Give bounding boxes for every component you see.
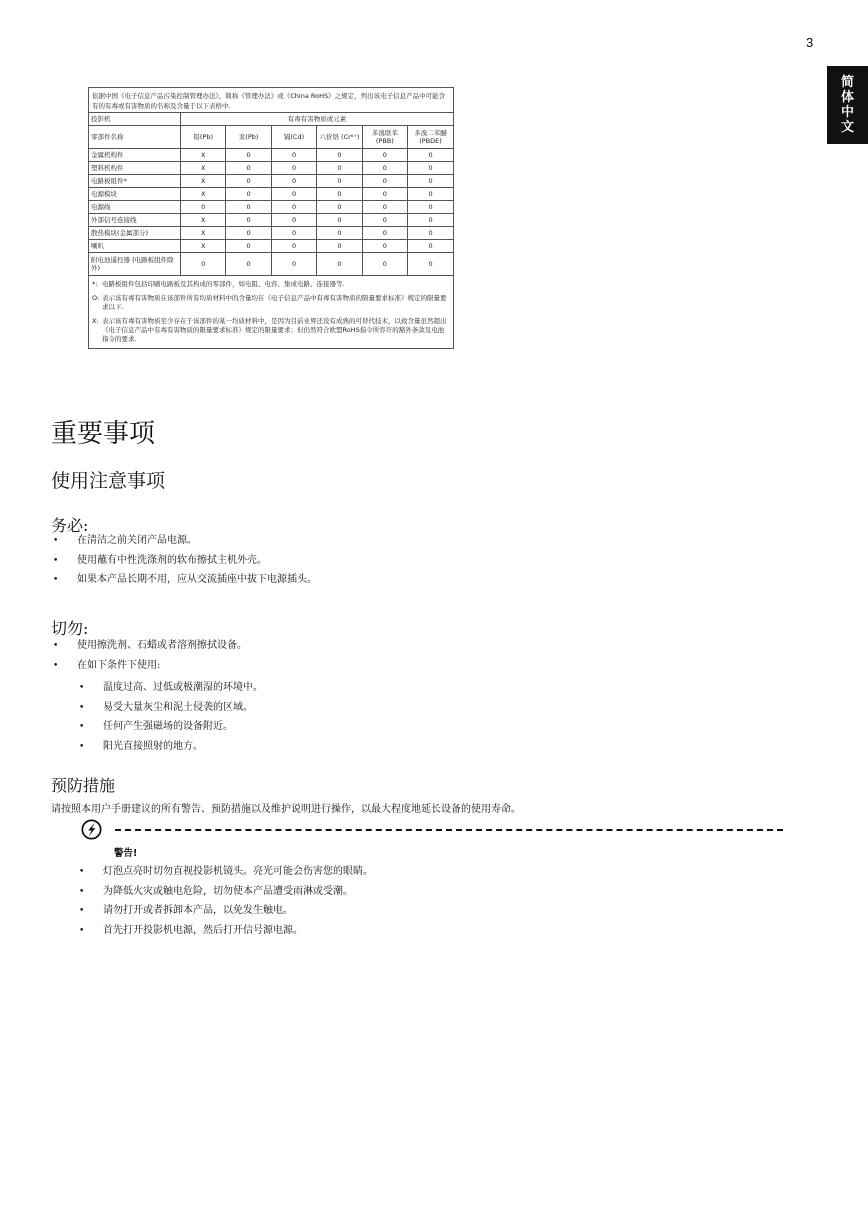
list-item-text: 阳光直接照射的地方。 xyxy=(103,740,203,752)
list-item-text: 如果本产品长期不用，应从交流插座中拔下电源插头。 xyxy=(77,574,317,585)
list-item: • 在如下条件下使用: xyxy=(53,659,161,671)
precautions-paragraph: 请按照本用户手册建议的所有警告、预防措施以及维护说明进行操作，以最大程度地延长设备的使用寿命。 xyxy=(51,804,521,815)
rohs-note-text: 表示该有毒有害物质至少存在于该部件的某一均质材料中，是因为目前业界还没有成熟的可替代技术，以致含量虽然超出《电子信息产品中有毒有害物质的限量要求标准》规定的限量要求；但仍然符合欧盟RoHS指令所容许的豁外条款及电池指令的要求. xyxy=(102,317,447,343)
rohs-part-name: 散热模块(金属部分) xyxy=(89,227,181,240)
must-not-list xyxy=(53,640,247,679)
list-item: • 在清洁之前关闭产品电源。 xyxy=(53,535,197,546)
rohs-cell: 0 xyxy=(226,175,271,188)
rohs-cell: X xyxy=(181,175,226,188)
rohs-cell: 0 xyxy=(271,162,316,175)
lightning-warning-icon xyxy=(81,819,102,840)
rohs-part-name: 喇叭 xyxy=(89,240,181,253)
warning-list xyxy=(79,866,373,944)
rohs-cell: 0 xyxy=(317,149,362,162)
rohs-cell: 0 xyxy=(317,240,362,253)
rohs-part-name: 电源模块 xyxy=(89,188,181,201)
table-row xyxy=(89,175,453,188)
rohs-cell: 0 xyxy=(408,149,453,162)
must-not-sub-list xyxy=(79,682,263,760)
rohs-cell: 0 xyxy=(317,227,362,240)
rohs-part-name: 电源线 xyxy=(89,201,181,214)
rohs-column-header: 汞(Pb) xyxy=(226,126,271,149)
warning-label: 警告! xyxy=(114,848,138,859)
rohs-cell: 0 xyxy=(408,253,453,276)
rohs-cell: 0 xyxy=(408,175,453,188)
rohs-cell: 0 xyxy=(226,240,271,253)
table-row xyxy=(89,162,453,175)
rohs-note xyxy=(92,294,450,312)
rohs-cell: 0 xyxy=(362,188,407,201)
table-row xyxy=(89,253,453,276)
rohs-cell: 0 xyxy=(317,214,362,227)
list-item-text: 易受大量灰尘和泥土侵袭的区域。 xyxy=(103,701,253,713)
language-tab-char: 文 xyxy=(840,120,854,135)
language-tab-char: 中 xyxy=(840,105,854,120)
rohs-column-header: 镉(Cd) xyxy=(271,126,316,149)
rohs-cell: X xyxy=(181,214,226,227)
rohs-cell: 0 xyxy=(271,201,316,214)
rohs-cell: 0 xyxy=(317,162,362,175)
rohs-part-name: 电路板组件* xyxy=(89,175,181,188)
must-not-heading: 切勿: xyxy=(51,619,89,638)
rohs-cell: 0 xyxy=(408,214,453,227)
rohs-part-name: 附电池遥控器 (电路板组件除外) xyxy=(89,253,181,276)
list-item-text: 首先打开投影机电源，然后打开信号源电源。 xyxy=(103,924,303,936)
list-item: • 易受大量灰尘和泥土侵袭的区域。 xyxy=(79,701,253,713)
rohs-cell: 0 xyxy=(226,227,271,240)
rohs-note xyxy=(92,317,450,344)
rohs-cell: 0 xyxy=(362,201,407,214)
rohs-cell: 0 xyxy=(181,253,226,276)
rohs-intro: 依据中国《电子信息产品污染控制管理办法》，简称《管理办法》或《China RoHS》之规定，列出该电子信息产品中可能含有的有毒或有害物质的名称及含量于以下表格中. xyxy=(89,88,453,113)
rohs-cell: 0 xyxy=(317,188,362,201)
language-tab xyxy=(827,66,868,144)
rohs-column-header: 六价铬 (Cr⁶⁺) xyxy=(317,126,362,149)
rohs-cell: 0 xyxy=(362,214,407,227)
must-list xyxy=(53,535,317,594)
rohs-cell: X xyxy=(181,162,226,175)
rohs-cell: 0 xyxy=(271,149,316,162)
rohs-note-symbol: *: xyxy=(92,280,98,288)
rohs-cell: X xyxy=(181,240,226,253)
list-item: • 任何产生强磁场的设备附近。 xyxy=(79,721,233,732)
table-row xyxy=(89,149,453,162)
list-item: • 为降低火灾或触电危险，切勿使本产品遭受雨淋或受潮。 xyxy=(79,885,353,897)
list-item: • 温度过高、过低或极潮湿的环境中。 xyxy=(79,682,263,693)
rohs-column-header: 多溴二苯醚 (PBDE) xyxy=(408,126,453,149)
rohs-note-symbol: X: xyxy=(92,317,99,325)
rohs-cell: 0 xyxy=(271,227,316,240)
rohs-cell: 0 xyxy=(226,188,271,201)
list-item-text: 任何产生强磁场的设备附近。 xyxy=(103,721,233,732)
rohs-notes xyxy=(89,276,453,348)
rohs-note-text: 电路板组件包括印刷电路板及其构成的零部件，如电阻、电容、集成电路、连接器等. xyxy=(102,280,345,288)
rohs-cell: 0 xyxy=(271,253,316,276)
page-number: 3 xyxy=(806,35,814,50)
rohs-cell: 0 xyxy=(271,240,316,253)
rohs-cell: 0 xyxy=(317,201,362,214)
rohs-cell: 0 xyxy=(362,162,407,175)
rohs-cell: 0 xyxy=(226,214,271,227)
rohs-cell: 0 xyxy=(408,201,453,214)
must-heading: 务必: xyxy=(51,516,89,535)
table-row xyxy=(89,188,453,201)
list-item-text: 在清洁之前关闭产品电源。 xyxy=(77,535,197,546)
rohs-column-header: 多溴联苯 (PBB) xyxy=(362,126,407,149)
list-item-text: 请勿打开或者拆卸本产品，以免发生触电。 xyxy=(103,905,293,916)
list-item-text: 使用擦洗剂、石蜡或者溶剂擦拭设备。 xyxy=(77,640,247,651)
list-item: • 首先打开投影机电源，然后打开信号源电源。 xyxy=(79,924,303,936)
list-item: • 阳光直接照射的地方。 xyxy=(79,740,203,752)
rohs-cell: 0 xyxy=(408,162,453,175)
rohs-part-name: 塑料机构件 xyxy=(89,162,181,175)
list-item: • 如果本产品长期不用，应从交流插座中拔下电源插头。 xyxy=(53,574,317,585)
rohs-cell: 0 xyxy=(362,149,407,162)
rohs-substances-label: 有毒有害物质或元素 xyxy=(181,113,454,126)
table-row xyxy=(89,201,453,214)
rohs-product-label: 投影机 xyxy=(89,113,181,126)
rohs-cell: 0 xyxy=(226,253,271,276)
rohs-note-text: 表示该有毒有害物质在该部件所有均质材料中的含量均在《电子信息产品中有毒有害物质的限量要求标准》规定的限量要求以下. xyxy=(102,294,447,311)
rohs-cell: 0 xyxy=(362,253,407,276)
rohs-cell: 0 xyxy=(408,240,453,253)
section-title: 使用注意事项 xyxy=(51,470,166,492)
rohs-cell: 0 xyxy=(408,188,453,201)
list-item: • 请勿打开或者拆卸本产品，以免发生触电。 xyxy=(79,905,293,916)
list-item-text: 使用蘸有中性洗涤剂的软布擦拭主机外壳。 xyxy=(77,554,267,566)
table-row xyxy=(89,240,453,253)
rohs-cell: 0 xyxy=(181,201,226,214)
list-item: • 使用擦洗剂、石蜡或者溶剂擦拭设备。 xyxy=(53,640,247,651)
list-item: • 使用蘸有中性洗涤剂的软布擦拭主机外壳。 xyxy=(53,554,267,566)
rohs-cell: 0 xyxy=(362,240,407,253)
list-item-text: 温度过高、过低或极潮湿的环境中。 xyxy=(103,682,263,693)
table-row xyxy=(89,214,453,227)
rohs-cell: 0 xyxy=(226,162,271,175)
rohs-cell: 0 xyxy=(226,201,271,214)
rohs-cell: 0 xyxy=(271,214,316,227)
page-title: 重要事项 xyxy=(51,419,156,449)
rohs-column-header: 铅(Pb) xyxy=(181,126,226,149)
rohs-cell: X xyxy=(181,149,226,162)
rohs-cell: 0 xyxy=(408,227,453,240)
rohs-cell: 0 xyxy=(271,188,316,201)
list-item: • 灯泡点亮时切勿直视投影机镜头。亮光可能会伤害您的眼睛。 xyxy=(79,866,373,877)
list-item-text: 在如下条件下使用: xyxy=(77,659,161,671)
rohs-part-name: 外部信号连接线 xyxy=(89,214,181,227)
rohs-cell: X xyxy=(181,227,226,240)
rohs-part-name-label: 零部件名称 xyxy=(89,126,181,149)
precautions-heading: 预防措施 xyxy=(51,776,116,795)
list-item-text: 灯泡点亮时切勿直视投影机镜头。亮光可能会伤害您的眼睛。 xyxy=(103,866,373,877)
rohs-cell: 0 xyxy=(271,175,316,188)
rohs-cell: 0 xyxy=(317,253,362,276)
rohs-cell: 0 xyxy=(317,175,362,188)
rohs-note xyxy=(92,280,450,289)
rohs-part-name: 金属机构件 xyxy=(89,149,181,162)
rohs-cell: 0 xyxy=(226,149,271,162)
warning-divider xyxy=(115,829,783,831)
rohs-table xyxy=(88,87,454,349)
rohs-substance-table xyxy=(89,113,453,276)
rohs-cell: X xyxy=(181,188,226,201)
rohs-cell: 0 xyxy=(362,175,407,188)
list-item-text: 为降低火灾或触电危险，切勿使本产品遭受雨淋或受潮。 xyxy=(103,885,353,897)
table-row xyxy=(89,227,453,240)
rohs-cell: 0 xyxy=(362,227,407,240)
language-tab-char: 体 xyxy=(840,90,854,105)
rohs-note-symbol: O: xyxy=(92,294,100,302)
language-tab-char: 简 xyxy=(840,75,854,90)
